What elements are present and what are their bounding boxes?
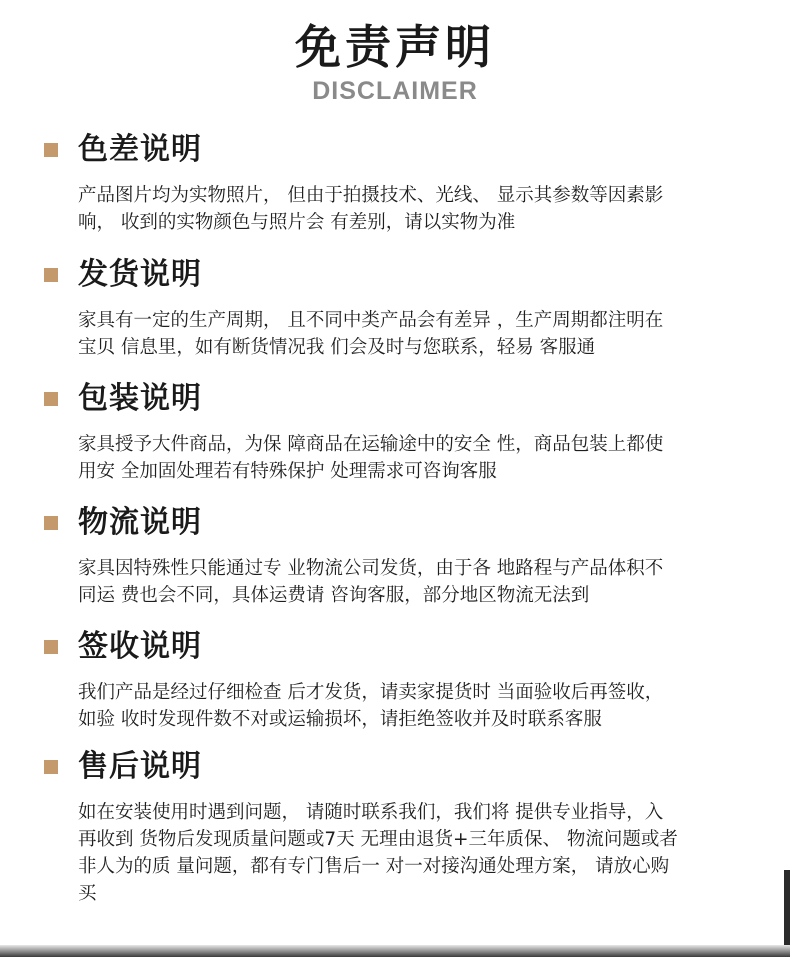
body-line: 用安 全加固处理若有特殊保护 处理需求可咨询客服 [78, 461, 497, 482]
section-header [0, 130, 790, 170]
bullet-square-icon [44, 268, 58, 282]
body-line: 买 [78, 883, 97, 904]
section-body [78, 555, 740, 609]
section-header [0, 255, 790, 295]
body-line: 家具因特殊性只能通过专 业物流公司发货，由于各 地路程与产品体积不 [78, 558, 664, 579]
bottom-edge-shadow [0, 945, 790, 957]
body-line: 再收到 货物后发现质量问题或7天 无理由退货+三年质保、 物流问题或者 [78, 829, 678, 850]
page-title: 免责声明 [295, 20, 495, 74]
body-line: 产品图片均为实物照片， 但由于拍摄技术、光线、 显示其参数等因素影 [78, 185, 664, 206]
body-line: 如验 收时发现件数不对或运输损坏，请拒绝签收并及时联系客服 [78, 709, 602, 730]
section-header [0, 379, 790, 419]
section-body [78, 307, 740, 361]
page-subtitle: DISCLAIMER [312, 77, 478, 105]
bullet-square-icon [44, 640, 58, 654]
bullet-square-icon [44, 760, 58, 774]
body-line: 如在安装使用时遇到问题， 请随时联系我们，我们将 提供专业指导，入 [78, 802, 664, 823]
section-body [78, 431, 740, 485]
section-header [0, 627, 790, 667]
section-title: 售后说明 [78, 749, 202, 784]
body-line: 我们产品是经过仔细检查 后才发货，请卖家提货时 当面验收后再签收， [78, 682, 664, 703]
section-title: 色差说明 [78, 132, 202, 167]
section-body [78, 679, 740, 733]
section-body [78, 182, 740, 236]
header [0, 18, 790, 106]
section-header [0, 503, 790, 543]
body-line: 响， 收到的实物颜色与照片会 有差别，请以实物为准 [78, 212, 516, 233]
body-line: 非人为的质 量问题，都有专门售后一 对一对接沟通处理方案， 请放心购 [78, 856, 670, 877]
body-line: 家具授予大件商品，为保 障商品在运输途中的安全 性，商品包装上都使 [78, 434, 664, 455]
section-body [78, 799, 740, 907]
body-line: 同运 费也会不同，具体运费请 咨询客服，部分地区物流无法到 [78, 585, 590, 606]
body-line: 宝贝 信息里，如有断货情况我 们会及时与您联系，轻易 客服通 [78, 337, 596, 358]
section-title: 签收说明 [78, 629, 202, 664]
bullet-square-icon [44, 143, 58, 157]
section-header [0, 747, 790, 787]
bullet-square-icon [44, 516, 58, 530]
bullet-square-icon [44, 392, 58, 406]
section-title: 发货说明 [78, 257, 202, 292]
body-line: 家具有一定的生产周期， 且不同中类产品会有差异 ，生产周期都注明在 [78, 310, 664, 331]
section-title: 包装说明 [78, 381, 202, 416]
page-edge-shadow [784, 870, 790, 957]
section-title: 物流说明 [78, 505, 202, 540]
